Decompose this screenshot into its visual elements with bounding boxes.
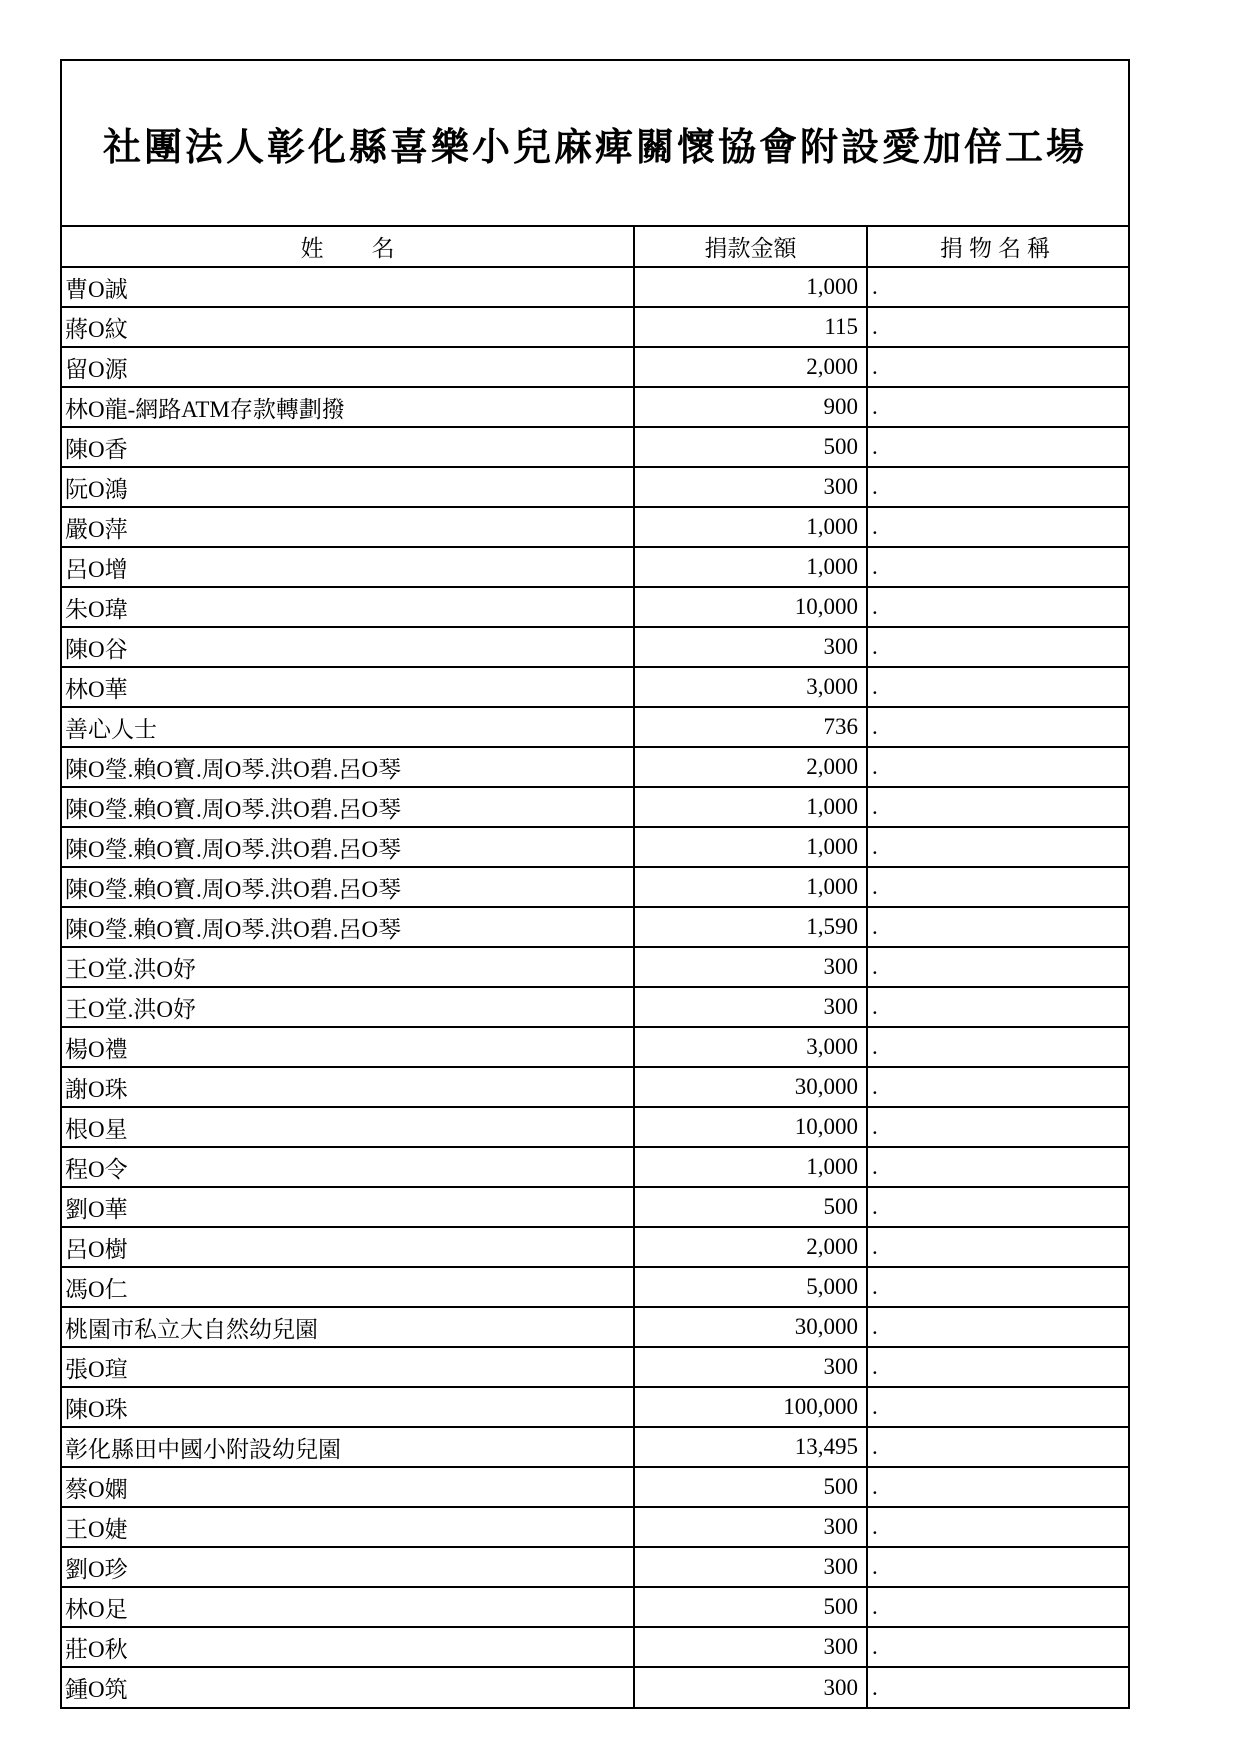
cell-name: 曹O誠 (62, 267, 634, 307)
table-row (62, 1187, 1128, 1227)
table-row (62, 467, 1128, 507)
cell-item: . (867, 1067, 1128, 1107)
cell-name: 呂O增 (62, 547, 634, 587)
table-row (62, 1147, 1128, 1187)
cell-amount: 3,000 (634, 1027, 867, 1067)
cell-item: . (867, 1187, 1128, 1227)
cell-item: . (867, 747, 1128, 787)
donation-table (62, 227, 1128, 1707)
table-row (62, 1627, 1128, 1667)
cell-amount: 1,000 (634, 787, 867, 827)
cell-item: . (867, 1307, 1128, 1347)
cell-amount: 1,000 (634, 1147, 867, 1187)
cell-name: 蔣O紋 (62, 307, 634, 347)
cell-item: . (867, 1427, 1128, 1467)
cell-item: . (867, 627, 1128, 667)
table-row (62, 747, 1128, 787)
cell-item: . (867, 347, 1128, 387)
cell-name: 林O華 (62, 667, 634, 707)
cell-name: 鍾O筑 (62, 1667, 634, 1707)
table-row (62, 507, 1128, 547)
cell-name: 嚴O萍 (62, 507, 634, 547)
table-row (62, 347, 1128, 387)
cell-amount: 300 (634, 947, 867, 987)
table-row (62, 1347, 1128, 1387)
cell-item: . (867, 547, 1128, 587)
cell-item: . (867, 667, 1128, 707)
cell-name: 留O源 (62, 347, 634, 387)
cell-amount: 300 (634, 1627, 867, 1667)
table-row (62, 1427, 1128, 1467)
table-row (62, 1307, 1128, 1347)
table-row (62, 1587, 1128, 1627)
cell-item: . (867, 587, 1128, 627)
cell-amount: 900 (634, 387, 867, 427)
cell-item: . (867, 1027, 1128, 1067)
cell-name: 王O堂.洪O妤 (62, 987, 634, 1027)
cell-item: . (867, 1587, 1128, 1627)
cell-item: . (867, 1547, 1128, 1587)
cell-name: 劉O珍 (62, 1547, 634, 1587)
cell-name: 彰化縣田中國小附設幼兒園 (62, 1427, 634, 1467)
cell-name: 楊O禮 (62, 1027, 634, 1067)
cell-amount: 1,000 (634, 867, 867, 907)
cell-amount: 30,000 (634, 1307, 867, 1347)
table-row (62, 787, 1128, 827)
cell-amount: 1,000 (634, 827, 867, 867)
cell-amount: 500 (634, 1587, 867, 1627)
cell-item: . (867, 947, 1128, 987)
table-body (62, 267, 1128, 1707)
cell-amount: 13,495 (634, 1427, 867, 1467)
cell-amount: 2,000 (634, 347, 867, 387)
cell-item: . (867, 1507, 1128, 1547)
cell-item: . (867, 827, 1128, 867)
table-row (62, 1387, 1128, 1427)
table-row (62, 827, 1128, 867)
cell-amount: 5,000 (634, 1267, 867, 1307)
cell-amount: 500 (634, 427, 867, 467)
cell-name: 根O星 (62, 1107, 634, 1147)
table-row (62, 1467, 1128, 1507)
cell-name: 王O堂.洪O妤 (62, 947, 634, 987)
page-title: 社團法人彰化縣喜樂小兒麻痺關懷協會附設愛加倍工場 (102, 124, 1087, 169)
cell-name: 陳O香 (62, 427, 634, 467)
table-row (62, 947, 1128, 987)
cell-amount: 736 (634, 707, 867, 747)
table-row (62, 387, 1128, 427)
cell-amount: 300 (634, 1667, 867, 1707)
cell-name: 陳O瑩.賴O寶.周O琴.洪O碧.呂O琴 (62, 787, 634, 827)
cell-item: . (867, 387, 1128, 427)
cell-amount: 10,000 (634, 1107, 867, 1147)
cell-amount: 1,000 (634, 547, 867, 587)
cell-item: . (867, 307, 1128, 347)
cell-amount: 300 (634, 1507, 867, 1547)
header-name: 姓名 (62, 227, 634, 267)
header-amount: 捐款金額 (634, 227, 867, 267)
cell-item: . (867, 1467, 1128, 1507)
cell-name: 呂O樹 (62, 1227, 634, 1267)
cell-item: . (867, 1347, 1128, 1387)
table-row (62, 1027, 1128, 1067)
cell-amount: 300 (634, 467, 867, 507)
cell-name: 善心人士 (62, 707, 634, 747)
cell-name: 陳O瑩.賴O寶.周O琴.洪O碧.呂O琴 (62, 827, 634, 867)
cell-name: 馮O仁 (62, 1267, 634, 1307)
table-row (62, 1547, 1128, 1587)
cell-item: . (867, 1147, 1128, 1187)
table-row (62, 627, 1128, 667)
table-row (62, 1667, 1128, 1707)
cell-amount: 2,000 (634, 747, 867, 787)
cell-item: . (867, 267, 1128, 307)
cell-item: . (867, 707, 1128, 747)
cell-item: . (867, 427, 1128, 467)
cell-item: . (867, 907, 1128, 947)
header-item: 捐物名稱 (867, 227, 1128, 267)
cell-name: 劉O華 (62, 1187, 634, 1227)
table-row (62, 267, 1128, 307)
table-row (62, 1067, 1128, 1107)
cell-item: . (867, 787, 1128, 827)
cell-amount: 300 (634, 1347, 867, 1387)
cell-item: . (867, 1667, 1128, 1707)
table-row (62, 667, 1128, 707)
cell-name: 陳O瑩.賴O寶.周O琴.洪O碧.呂O琴 (62, 907, 634, 947)
table-row (62, 907, 1128, 947)
cell-name: 朱O瑋 (62, 587, 634, 627)
table-row (62, 307, 1128, 347)
table-row (62, 707, 1128, 747)
cell-name: 林O龍-網路ATM存款轉劃撥 (62, 387, 634, 427)
cell-item: . (867, 1107, 1128, 1147)
cell-name: 謝O珠 (62, 1067, 634, 1107)
cell-item: . (867, 987, 1128, 1027)
table-row (62, 987, 1128, 1027)
table-row (62, 547, 1128, 587)
cell-amount: 1,000 (634, 267, 867, 307)
cell-amount: 300 (634, 987, 867, 1027)
cell-name: 陳O瑩.賴O寶.周O琴.洪O碧.呂O琴 (62, 867, 634, 907)
cell-item: . (867, 1627, 1128, 1667)
table-row (62, 427, 1128, 467)
cell-name: 王O婕 (62, 1507, 634, 1547)
cell-amount: 1,000 (634, 507, 867, 547)
cell-amount: 100,000 (634, 1387, 867, 1427)
donation-sheet (60, 59, 1130, 1709)
table-row (62, 587, 1128, 627)
cell-name: 張O瑄 (62, 1347, 634, 1387)
table-row (62, 1267, 1128, 1307)
cell-name: 陳O珠 (62, 1387, 634, 1427)
cell-name: 阮O鴻 (62, 467, 634, 507)
cell-amount: 1,590 (634, 907, 867, 947)
cell-name: 莊O秋 (62, 1627, 634, 1667)
cell-amount: 500 (634, 1187, 867, 1227)
cell-item: . (867, 1227, 1128, 1267)
table-header-row (62, 227, 1128, 267)
cell-item: . (867, 467, 1128, 507)
cell-name: 蔡O嫻 (62, 1467, 634, 1507)
cell-amount: 3,000 (634, 667, 867, 707)
table-row (62, 867, 1128, 907)
cell-name: 陳O瑩.賴O寶.周O琴.洪O碧.呂O琴 (62, 747, 634, 787)
cell-amount: 500 (634, 1467, 867, 1507)
cell-item: . (867, 1267, 1128, 1307)
title-box (62, 61, 1128, 227)
cell-amount: 300 (634, 1547, 867, 1587)
table-row (62, 1107, 1128, 1147)
cell-name: 程O令 (62, 1147, 634, 1187)
cell-amount: 10,000 (634, 587, 867, 627)
cell-amount: 300 (634, 627, 867, 667)
cell-item: . (867, 1387, 1128, 1427)
cell-amount: 115 (634, 307, 867, 347)
table-row (62, 1507, 1128, 1547)
cell-amount: 30,000 (634, 1067, 867, 1107)
cell-item: . (867, 507, 1128, 547)
table-row (62, 1227, 1128, 1267)
cell-item: . (867, 867, 1128, 907)
cell-name: 林O足 (62, 1587, 634, 1627)
cell-amount: 2,000 (634, 1227, 867, 1267)
cell-name: 陳O谷 (62, 627, 634, 667)
cell-name: 桃園市私立大自然幼兒園 (62, 1307, 634, 1347)
